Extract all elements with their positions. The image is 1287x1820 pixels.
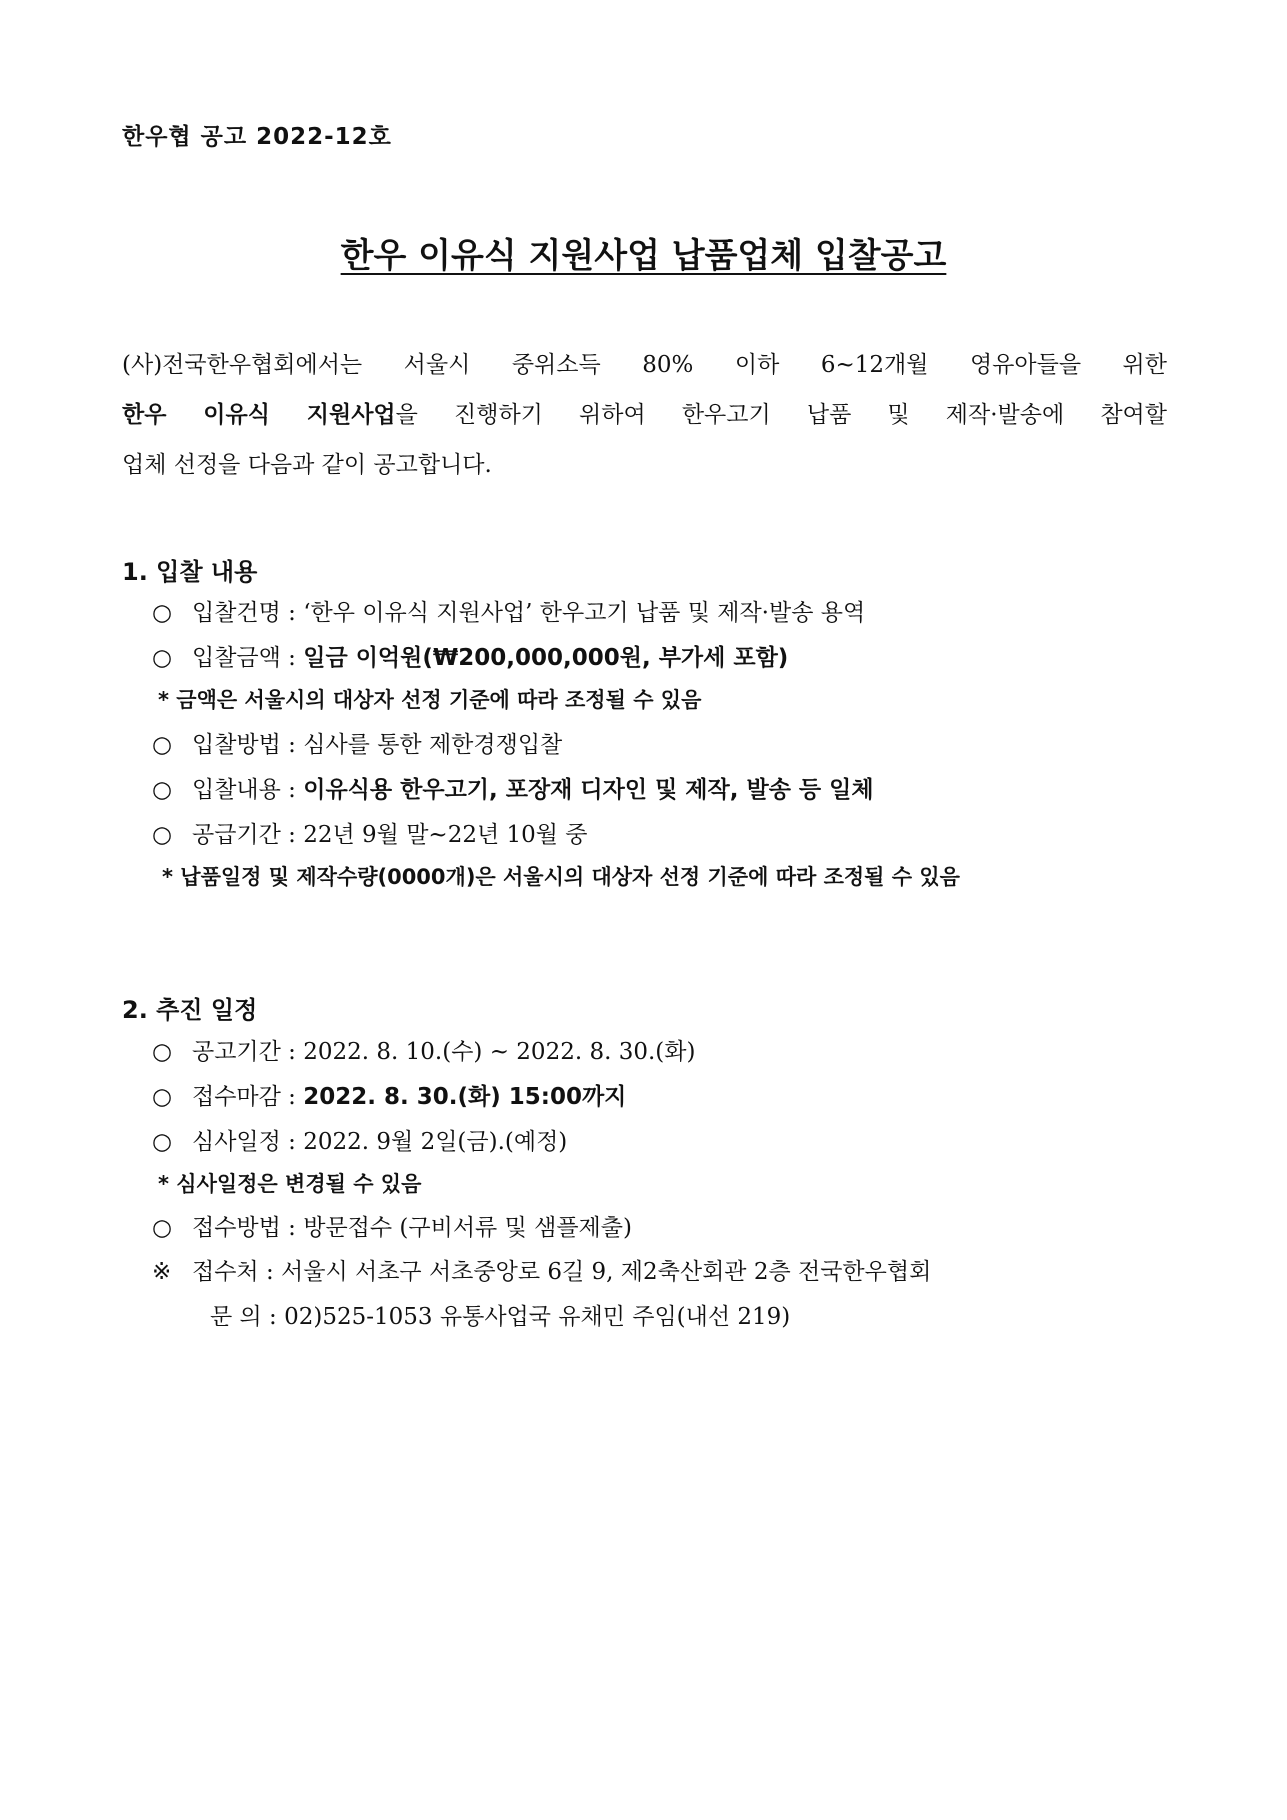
circle-bullet-icon: ○ — [152, 645, 173, 671]
circle-bullet-icon: ○ — [152, 732, 173, 758]
intro-line-2 — [122, 390, 1167, 440]
row-label: 문 의 : — [210, 1304, 277, 1330]
row-label: 접수방법 : — [192, 1215, 296, 1241]
delivery-note: * 납품일정 및 제작수량(0000개)은 서울시의 대상자 선정 기준에 따라 조정될 수 있음 — [162, 865, 960, 889]
document-title-text: 한우 이유식 지원사업 납품업체 입찰공고 — [340, 236, 947, 276]
reference-mark-icon: ※ — [152, 1259, 172, 1285]
row-label: 입찰내용 : — [192, 777, 296, 803]
row-label: 공급기간 : — [192, 822, 296, 848]
deadline-row — [152, 1078, 626, 1111]
circle-bullet-icon: ○ — [152, 600, 173, 626]
intro-line-3: 업체 선정을 다음과 같이 공고합니다. — [122, 452, 492, 478]
review-note: * 심사일정은 변경될 수 있음 — [158, 1172, 422, 1196]
row-label: 입찰방법 : — [192, 732, 296, 758]
row-value: 2022. 8. 30.(화) 15:00까지 — [303, 1084, 627, 1110]
submission-place-row — [152, 1253, 931, 1286]
bid-item-row — [152, 594, 865, 627]
supply-period-row — [152, 816, 588, 849]
submission-method-row — [152, 1209, 632, 1242]
row-label: 입찰건명 : — [192, 600, 296, 626]
document-title — [0, 228, 1287, 277]
intro-project-name: 한우 이유식 지원사업 — [122, 402, 396, 428]
section-2-title: 2. 추진 일정 — [122, 996, 258, 1024]
circle-bullet-icon: ○ — [152, 822, 173, 848]
bid-amount-row — [152, 639, 788, 672]
amount-note: * 금액은 서울시의 대상자 선정 기준에 따라 조정될 수 있음 — [158, 688, 702, 712]
row-value: 02)525-1053 유통사업국 유채민 주임(내선 219) — [284, 1304, 791, 1330]
row-label: 심사일정 : — [192, 1129, 296, 1155]
circle-bullet-icon: ○ — [152, 1129, 173, 1155]
row-value: 심사를 통한 제한경쟁입찰 — [303, 732, 563, 758]
bid-method-row — [152, 726, 562, 759]
row-value: 방문접수 (구비서류 및 샘플제출) — [303, 1215, 632, 1241]
row-value: ‘한우 이유식 지원사업’ 한우고기 납품 및 제작·발송 용역 — [303, 600, 866, 626]
circle-bullet-icon: ○ — [152, 1084, 173, 1110]
row-value: 서울시 서초구 서초중앙로 6길 9, 제2축산회관 2층 전국한우협회 — [281, 1259, 932, 1285]
row-value: 이유식용 한우고기, 포장재 디자인 및 제작, 발송 등 일체 — [303, 777, 874, 803]
intro-paragraph — [122, 340, 1167, 490]
notice-number: 한우협 공고 2022-12호 — [122, 124, 392, 150]
row-value: 22년 9월 말~22년 10월 중 — [303, 822, 588, 848]
row-value: 일금 이억원(₩200,000,000원, 부가세 포함) — [303, 645, 789, 671]
circle-bullet-icon: ○ — [152, 1039, 173, 1065]
row-label: 접수마감 : — [192, 1084, 296, 1110]
inquiry-row — [210, 1298, 790, 1331]
announce-period-row — [152, 1033, 695, 1066]
row-value: 2022. 9월 2일(금).(예정) — [303, 1129, 568, 1155]
row-label: 접수처 : — [192, 1259, 274, 1285]
intro-line-2-rest: 을 진행하기 위하여 한우고기 납품 및 제작·발송에 참여할 — [395, 402, 1167, 428]
row-value: 2022. 8. 10.(수) ~ 2022. 8. 30.(화) — [303, 1039, 696, 1065]
row-label: 입찰금액 : — [192, 645, 296, 671]
bid-content-row — [152, 771, 874, 804]
circle-bullet-icon: ○ — [152, 1215, 173, 1241]
row-label: 공고기간 : — [192, 1039, 296, 1065]
intro-line-1: (사)전국한우협회에서는 서울시 중위소득 80% 이하 6~12개월 영유아들을 위한 — [122, 352, 1167, 378]
circle-bullet-icon: ○ — [152, 777, 173, 803]
section-1-title: 1. 입찰 내용 — [122, 558, 258, 586]
review-date-row — [152, 1123, 567, 1156]
